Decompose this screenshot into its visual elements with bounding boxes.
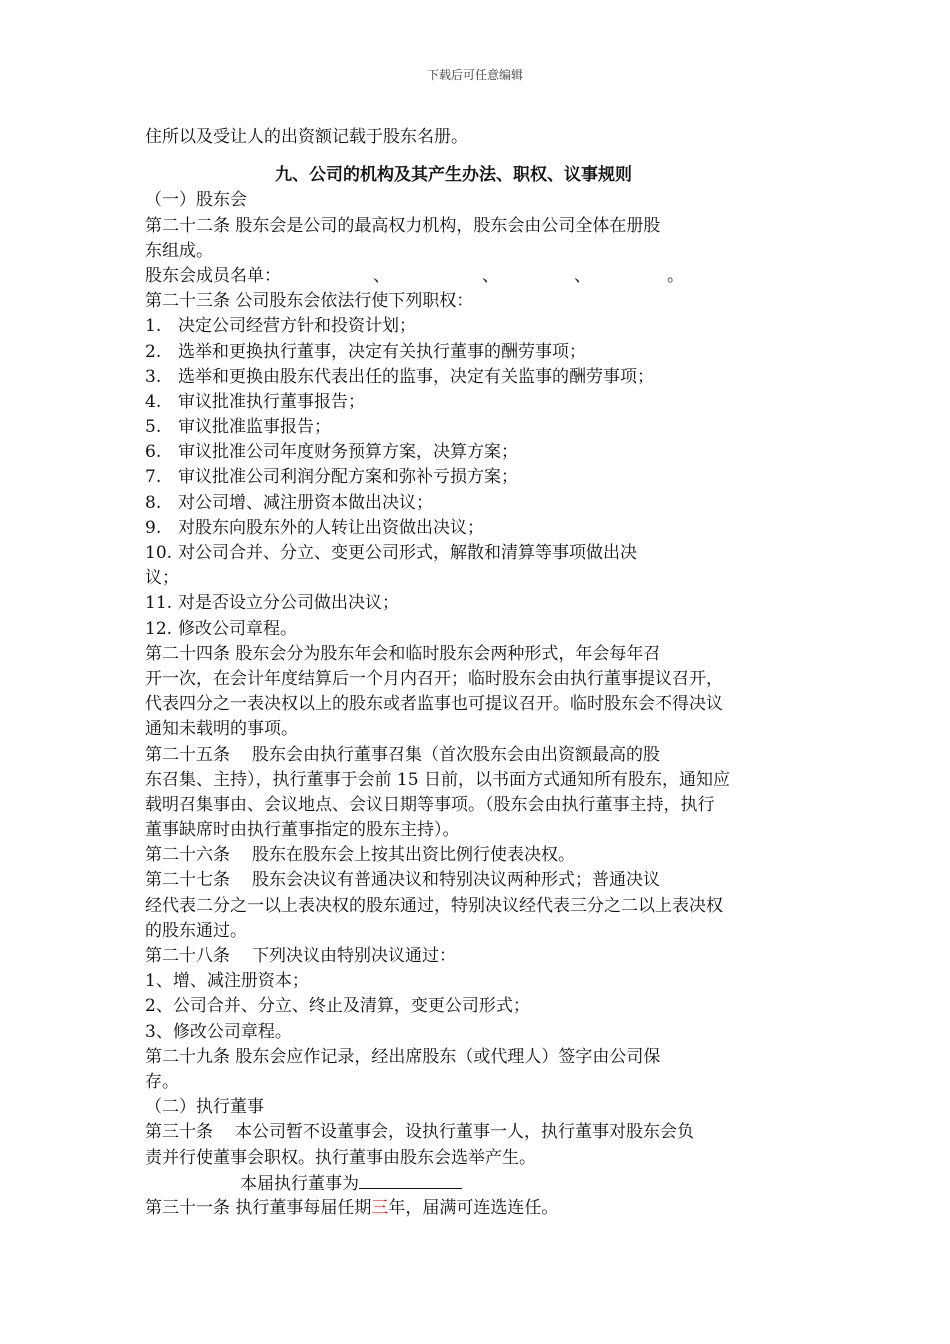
list-item: 6. 审议批准公司年度财务预算方案，决算方案； (145, 442, 518, 463)
article-line: 第二十六条 股东在股东会上按其出资比例行使表决权。 (145, 845, 575, 866)
paragraph-line: 代表四分之一表决权以上的股东或者监事也可提议召开。临时股东会不得决议 (145, 694, 723, 715)
paragraph-line: 经代表二分之一以上表决权的股东通过，特别决议经代表三分之二以上表决权 (145, 895, 723, 916)
list-item: 12. 修改公司章程。 (145, 618, 297, 639)
paragraph-line: 第二十二条 股东会是公司的最高权力机构，股东会由公司全体在册股 (145, 215, 661, 236)
subsection-heading: （二）执行董事 (145, 1097, 264, 1118)
paragraph-line: 载明召集事由、会议地点、会议日期等事项。（股东会由执行董事主持，执行 (145, 794, 715, 815)
list-item: 9. 对股东向股东外的人转让出资做出决议； (145, 517, 484, 538)
article-label: 第三十条 (145, 1122, 213, 1143)
list-item: 3、修改公司章程。 (145, 1021, 292, 1042)
article-line: 第三十一条 执行董事每届任期三年，届满可连选连任。 (145, 1197, 559, 1218)
subsection-heading: （一）股东会 (145, 190, 247, 211)
list-item: 10. 对公司合并、分立、变更公司形式，解散和清算等事项做出决 (145, 543, 637, 563)
paragraph-line: 东召集、主持），执行董事于会前 15 日前，以书面方式通知所有股东，通知应 (145, 769, 730, 790)
article-label: 第二十八条 (145, 946, 230, 966)
paragraph-line: 董事缺席时由执行董事指定的股东主持）。 (145, 820, 460, 841)
paragraph-line: 住所以及受让人的出资额记载于股东名册。 (145, 127, 468, 147)
list-item: 5. 审议批准监事报告； (145, 417, 331, 438)
page-header: 下载后可任意编辑 (426, 68, 523, 82)
paragraph-line: 通知未载明的事项。 (145, 719, 298, 740)
director-name-line: 本届执行董事为 (145, 1171, 810, 1196)
article-line: 第三十条 本公司暂不设董事会，设执行董事一人，执行董事对股东会负 (145, 1122, 694, 1143)
paragraph-line: 的股东通过。 (145, 920, 247, 941)
paragraph-line: 第二十三条 公司股东会依法行使下列职权： (145, 291, 474, 312)
paragraph-line: 责并行使董事会职权。执行董事由股东会选举产生。 (145, 1147, 536, 1168)
article-label: 第二十五条 (145, 744, 230, 765)
article-line: 第二十七条 股东会决议有普通决议和特别决议两种形式；普通决议 (145, 870, 660, 891)
director-name-blank[interactable] (359, 1171, 462, 1189)
list-item: 3. 选举和更换由股东代表出任的监事，决定有关监事的酬劳事项； (145, 366, 654, 387)
paragraph-line: 开一次，在会计年度结算后一个月内召开；临时股东会由执行董事提议召开， (145, 668, 723, 689)
paragraph-line: 第二十四条 股东会分为股东年会和临时股东会两种形式，年会每年召 (145, 643, 661, 664)
separator: 、 (373, 265, 390, 286)
section-heading: 九、公司的机构及其产生办法、职权、议事规则 (275, 165, 632, 186)
article-label: 第二十六条 (145, 845, 230, 866)
list-item: 1. 决定公司经营方针和投资计划； (145, 316, 416, 337)
list-item: 1、增、减注册资本； (145, 971, 309, 992)
term-years-value: 三 (371, 1197, 389, 1218)
list-item: 8. 对公司增、减注册资本做出决议； (145, 492, 433, 513)
separator: 、 (574, 265, 591, 286)
article-label: 第二十七条 (145, 870, 230, 891)
list-item: 2、公司合并、分立、终止及清算，变更公司形式； (145, 996, 530, 1017)
paragraph-line: 第二十九条 股东会应作记录，经出席股东（或代理人）签字由公司保 (145, 1046, 661, 1067)
paragraph-line: 议； (145, 568, 179, 589)
list-item: 11. 对是否设立分公司做出决议； (145, 593, 399, 614)
separator: 。 (667, 265, 684, 286)
document-body (145, 125, 810, 1221)
article-line: 第二十五条 股东会由执行董事召集（首次股东会由出资额最高的股 (145, 744, 660, 765)
list-item: 2. 选举和更换执行董事，决定有关执行董事的酬劳事项； (145, 341, 586, 362)
separator: 、 (482, 265, 499, 286)
paragraph-line: 存。 (145, 1071, 179, 1092)
list-item: 4. 审议批准执行董事报告； (145, 391, 365, 412)
list-item: 7. 审议批准公司利润分配方案和弥补亏损方案； (145, 467, 518, 488)
member-list-line (145, 264, 810, 289)
article-line: 第二十八条 下列决议由特别决议通过： (145, 946, 456, 966)
member-list-label: 股东会成员名单： (145, 265, 281, 286)
paragraph-line: 东组成。 (145, 240, 213, 261)
